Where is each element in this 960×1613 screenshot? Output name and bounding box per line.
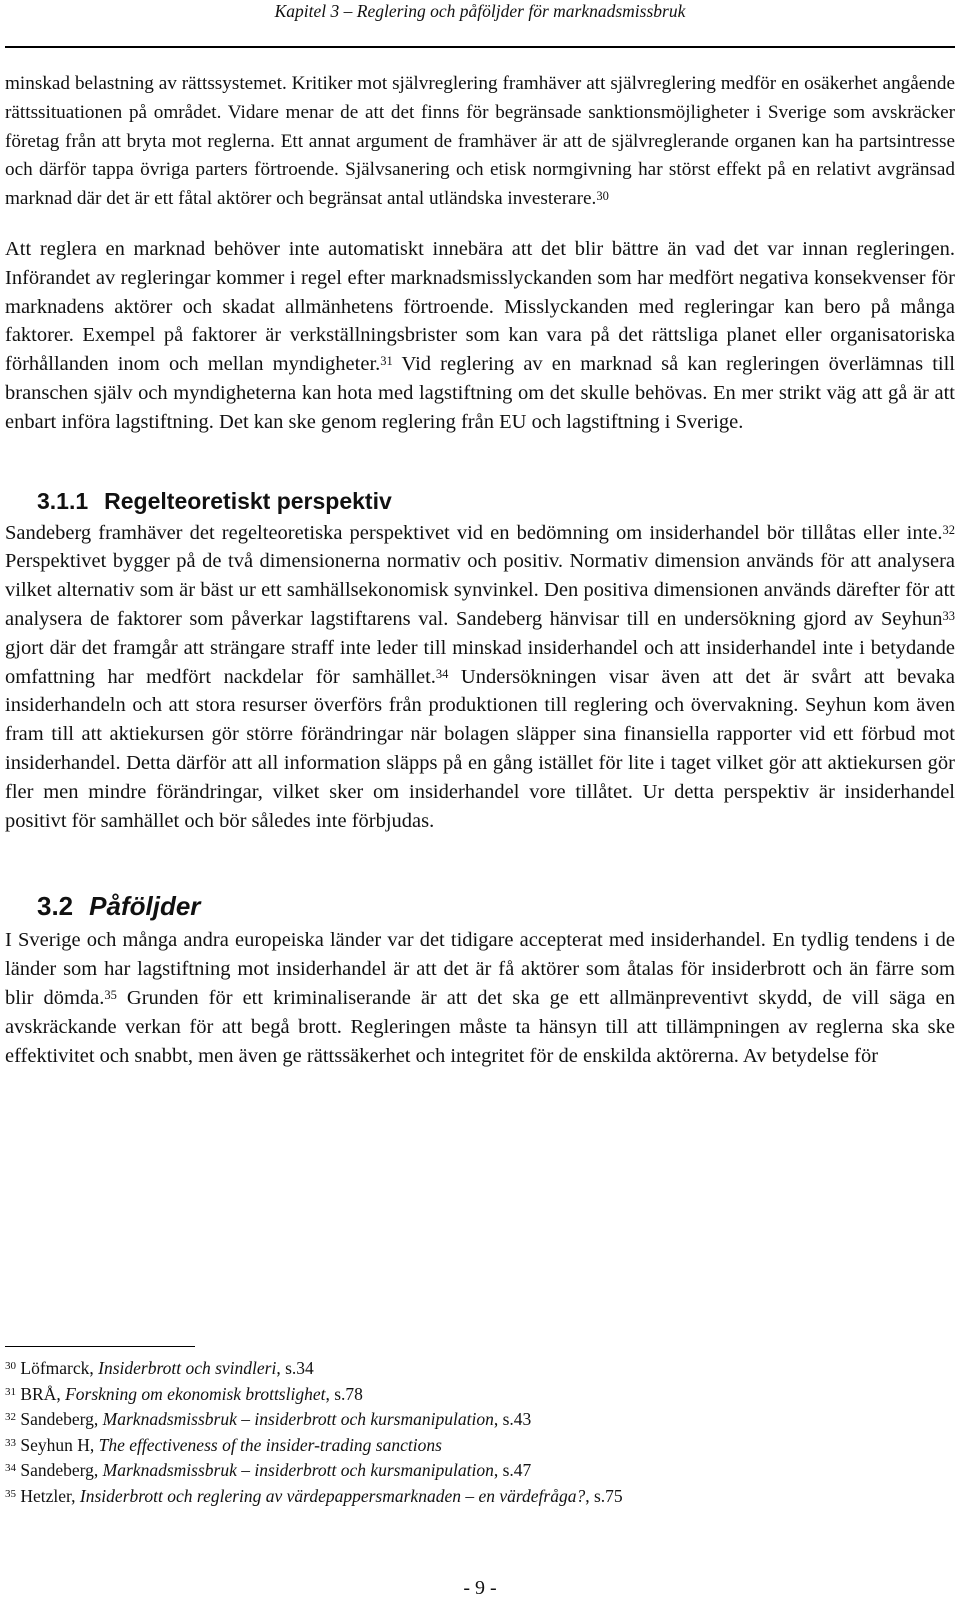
footnote-title: Marknadsmissbruk – insiderbrott och kursmanipulation bbox=[102, 1460, 494, 1480]
section-heading-3-2 bbox=[5, 890, 955, 922]
footnote-ref-31[interactable]: 31 bbox=[380, 354, 393, 369]
page-number bbox=[0, 1576, 960, 1600]
footnote-number: 32 bbox=[5, 1411, 16, 1423]
footnote-author: BRÅ, bbox=[20, 1383, 66, 1404]
footnote-item bbox=[5, 1433, 955, 1459]
footnote-ref-34[interactable]: 34 bbox=[435, 666, 449, 681]
footnote-author: Löfmarck, bbox=[20, 1358, 99, 1378]
footnote-item bbox=[5, 1382, 955, 1408]
paragraph-rule-theory bbox=[5, 519, 955, 836]
footnote-item bbox=[5, 1484, 955, 1510]
paragraph-text: gjort där det framgår att strängare straff inte leder till minskad insiderhandel och att insiderhandel inte i betydande omfattning har medfört nackdelar för samhället. bbox=[5, 636, 955, 688]
heading-title: Regelteoretiskt perspektiv bbox=[104, 487, 392, 514]
section-heading-3-1-1 bbox=[5, 487, 955, 515]
paragraph-text: Undersökningen visar även att det är svårt att bevaka insiderhandeln och att stora resurser överförs från produktionen till reglering och övervakning. Seyhun kom även fram till att aktiekursen gör större förändringar när bolagen släpper sina finansiella rapporter vid ett förbud mot insiderhandel. Detta därför att all information släpps på en gång istället för lite i taget vilket gör att aktiekursen gör fler men mindre förändringar, vilket sker om insiderhandel vore tillåtet. Ur detta perspektiv är insiderhandel positivt för samhället och bör således inte förbjudas. bbox=[5, 665, 956, 832]
paragraph-text: Vid reglering av en marknad så kan regleringen överlämnas till branschen själv och myndigheterna kan hota med lagstiftning om det skulle behövas. En mer strikt väg att gå är att enbart införa lagstiftning. Det kan ske genom reglering från EU och lagstiftning i Sverige. bbox=[5, 353, 955, 433]
footnote-item bbox=[5, 1458, 955, 1484]
footnote-author: Sandeberg, bbox=[20, 1460, 103, 1480]
paragraph-text: Att reglera en marknad behöver inte automatiskt innebära att det blir bättre än vad det var innan regleringen. Införandet av regleringar kommer i regel efter marknadsmisslyckanden som har medfört negativa konsekvenser för marknadens aktörer och skadat allmänhetens förtroende. Misslyckanden med regleringar kan bero på många faktorer. Exempel på faktorer är verkställningsbrister som kan vara på det rättsliga planet eller organisatoriska förhållanden inom och mellan myndigheter. bbox=[5, 237, 955, 376]
running-header-title: Kapitel 3 – Reglering och påföljder för marknadsmissbruk bbox=[274, 1, 686, 21]
footnote-item bbox=[5, 1356, 955, 1382]
paragraph-regulation-failure bbox=[5, 235, 955, 437]
header-rule bbox=[5, 46, 955, 48]
footnote-author: Hetzler, bbox=[20, 1485, 80, 1506]
paragraph-text: Perspektivet bygger på de två dimensionerna normativ och positiv. Normativ dimension används för att analysera vilket alternativ som är bäst ur ett samhällsekonomisk synvinkel. Den positiva dimensionen används därefter för att analysera de faktorer som påverkar lagstiftarens val. Sandeberg hänvisar till en undersökning gjord av Seyhun bbox=[5, 550, 955, 630]
heading-number: 3.1.1 bbox=[37, 487, 89, 514]
footnote-separator bbox=[5, 1346, 195, 1347]
footnote-ref-32[interactable]: 32 bbox=[942, 522, 955, 537]
footnote-author: Sandeberg, bbox=[20, 1409, 103, 1429]
running-header bbox=[0, 0, 960, 22]
footnote-page: , s.78 bbox=[325, 1383, 363, 1404]
paragraph-self-regulation bbox=[5, 70, 955, 214]
main-content bbox=[5, 70, 955, 1070]
footnote-number: 35 bbox=[5, 1487, 16, 1500]
footnote-page: , s.47 bbox=[493, 1460, 532, 1480]
footnote-author: Seyhun H, bbox=[20, 1434, 99, 1455]
footnote-title: Forskning om ekonomisk brottslighet bbox=[65, 1383, 326, 1404]
footnote-ref-30[interactable]: 30 bbox=[596, 189, 609, 204]
footnote-title: The effectiveness of the insider-trading sanctions bbox=[98, 1434, 442, 1455]
footnote-page: , s.34 bbox=[276, 1358, 314, 1378]
footnote-number: 31 bbox=[5, 1385, 16, 1398]
footnote-number: 33 bbox=[5, 1436, 16, 1449]
footnote-ref-35[interactable]: 35 bbox=[104, 987, 117, 1002]
paragraph-sanctions bbox=[5, 926, 955, 1070]
footnote-title: Insiderbrott och svindleri bbox=[98, 1358, 277, 1378]
paragraph-text: I Sverige och många andra europeiska länder var det tidigare accepterat med insiderhandel. En tydlig tendens i de länder som har lagstiftning mot insiderhandel är att det är få aktörer som åtalas för insiderbrott och än färre som blir dömda. bbox=[5, 929, 955, 1009]
paragraph-text: minskad belastning av rättssystemet. Kritiker mot självreglering framhäver att självreglering medför en osäkerhet angående rättssituationen på området. Vidare menar de att det finns för begränsade sanktionsmöjligheter i Sverige som avskräcker företag från att bryta mot reglerna. Ett annat argument de framhäver är att de självreglerande organen kan ha partsintresse och därför tappa övriga parters förtroende. Självsanering och etisk normgivning har störst effekt på en relativt avgränsad marknad där det är ett fåtal aktörer och begränsat antal utländska investerare. bbox=[5, 73, 955, 210]
heading-number: 3.2 bbox=[37, 891, 74, 922]
footnotes bbox=[5, 1356, 955, 1509]
page-number-text: - 9 - bbox=[463, 1577, 497, 1599]
heading-title: Påföljder bbox=[89, 891, 201, 922]
footnote-number: 34 bbox=[5, 1462, 16, 1474]
footnote-item bbox=[5, 1407, 955, 1433]
footnote-title: Marknadsmissbruk – insiderbrott och kursmanipulation bbox=[102, 1409, 494, 1429]
footnote-title: Insiderbrott och reglering av värdepappersmarknaden – en värdefråga? bbox=[79, 1485, 586, 1506]
paragraph-text: Sandeberg framhäver det regelteoretiska perspektivet vid en bedömning om insiderhandel bör tillåtas eller inte. bbox=[5, 521, 943, 544]
footnote-page: , s.43 bbox=[493, 1409, 532, 1429]
paragraph-text: Grunden för ett kriminaliserande är att det ska ge ett allmänpreventivt skydd, de vill säga en avskräckande verkan för att begå brott. Regleringen måste ta hänsyn till att tillämpningen av reglerna ska ske effektivitet och snabbt, men även ge rättssäkerhet och integritet för de enskilda aktörerna. Av betydelse för bbox=[5, 986, 955, 1067]
footnote-ref-33[interactable]: 33 bbox=[942, 608, 955, 623]
footnote-number: 30 bbox=[5, 1360, 16, 1372]
footnote-page: , s.75 bbox=[585, 1485, 623, 1506]
